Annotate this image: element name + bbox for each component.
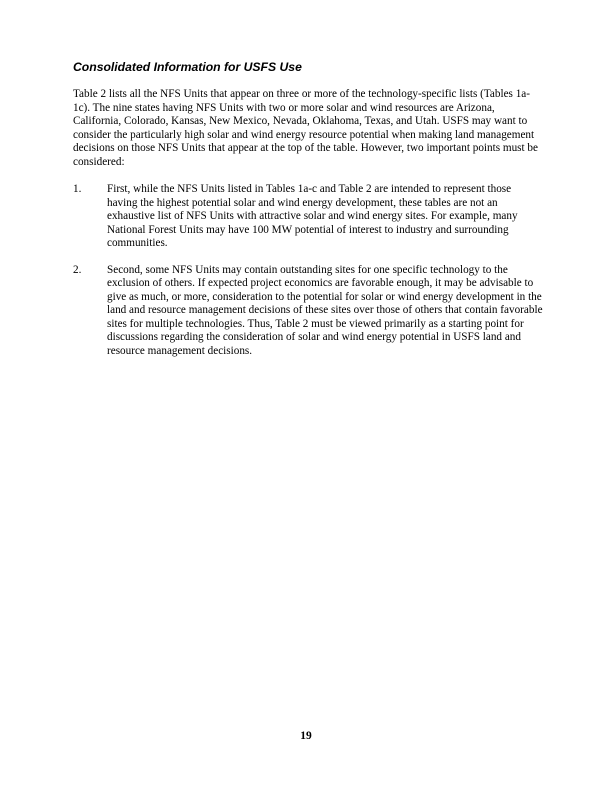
list-item-number: 1. xyxy=(73,183,82,195)
document-page xyxy=(73,60,543,371)
intro-paragraph: Table 2 lists all the NFS Units that appear on three or more of the technology-specific lists (Tables 1a-1c). The nine states having NFS Units with two or more solar and wind resources are Arizona, California, Colorado, Kansas, New Mexico, Nevada, Oklahoma, Texas, and Utah. USFS may want to consider the particularly high solar and wind energy resource potential when making land management decisions on those NFS Units that appear at the top of the table. However, two important points must be considered: xyxy=(73,88,538,168)
page-number: 19 xyxy=(300,730,312,742)
list-item-number: 2. xyxy=(73,263,82,276)
considerations-list xyxy=(73,183,543,358)
list-item xyxy=(73,264,543,359)
section-heading: Consolidated Information for USFS Use xyxy=(73,60,302,74)
list-item-text: First, while the NFS Units listed in Tables 1a-c and Table 2 are intended to represent those having the highest potential solar and wind energy development, these tables are not an exhaustive list of NFS Units with attractive solar and wind energy sites. For example, many National Forest Units may have 100 MW potential of interest to industry and surrounding communities. xyxy=(107,183,518,249)
list-item-text: Second, some NFS Units may contain outstanding sites for one specific technology to the exclusion of others. If expected project economics are favorable enough, it may be advisable to give as much, or more, consideration to the potential for solar or wind energy development in the land and resource management decisions of these sites over those of others that contain favorable sites for multiple technologies. Thus, Table 2 must be viewed primarily as a starting point for discussions regarding the consideration of solar and wind energy potential in USFS land and resource management decisions. xyxy=(107,263,543,357)
list-item xyxy=(73,183,543,251)
